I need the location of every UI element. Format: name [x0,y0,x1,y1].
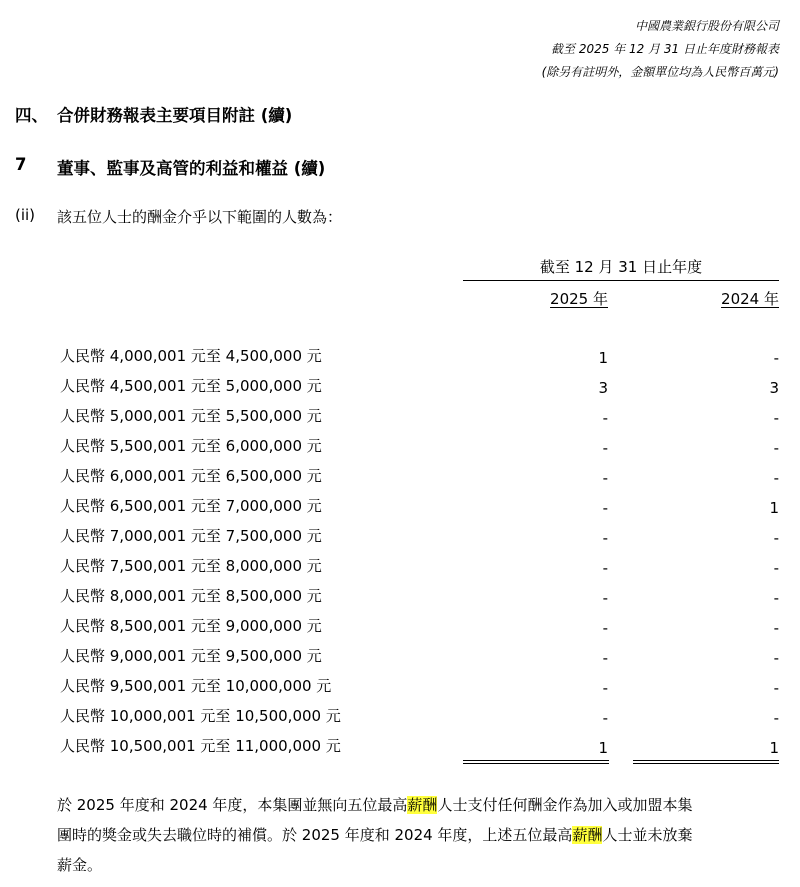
value-2025: - [602,469,608,487]
paragraph-text: 人士並未放棄 [602,826,693,844]
table-row [0,615,800,645]
value-2025: - [602,409,608,427]
value-2024: 1 [769,739,779,757]
value-2024: - [773,709,779,727]
value-2025: - [602,619,608,637]
value-2024: - [773,439,779,457]
item-number: (ii) [15,206,36,224]
table-row [0,525,800,555]
subsection-title: 董事、監事及高管的利益和權益 (續) [57,159,326,178]
row-label: 人民幣 7,500,001 元至 8,000,000 元 [60,557,322,575]
subsection-number: 7 [15,155,27,174]
value-2025: - [602,589,608,607]
remuneration-table [0,345,800,765]
paragraph-text: 人士支付任何酬金作為加入或加盟本集 [437,796,693,814]
value-2024: - [773,349,779,367]
paragraph-text: 薪金。 [57,856,103,874]
value-2024: - [773,619,779,637]
table-row [0,435,800,465]
value-2025: - [602,679,608,697]
value-2024: - [773,559,779,577]
highlighted-text: 薪酬 [572,826,603,844]
row-label: 人民幣 6,500,001 元至 7,000,000 元 [60,497,322,515]
value-2025: - [602,499,608,517]
row-label: 人民幣 4,500,001 元至 5,000,000 元 [60,377,322,395]
table-row [0,555,800,585]
table-row [0,585,800,615]
highlighted-text: 薪酬 [407,796,438,814]
value-2025: - [602,439,608,457]
value-2024: - [773,409,779,427]
row-label: 人民幣 6,000,001 元至 6,500,000 元 [60,467,322,485]
value-2025: - [602,649,608,667]
table-row [0,405,800,435]
paragraph-text: 團時的獎金或失去職位時的補償。於 2025 年度和 2024 年度，上述五位最高 [57,826,573,844]
value-2024: - [773,469,779,487]
table-row [0,465,800,495]
row-label: 人民幣 9,500,001 元至 10,000,000 元 [60,677,332,695]
row-label: 人民幣 5,000,001 元至 5,500,000 元 [60,407,322,425]
value-2024: - [773,649,779,667]
value-2024: - [773,589,779,607]
table-row [0,495,800,525]
value-2025: 3 [598,379,608,397]
period-rule [463,280,779,281]
footnote-paragraph [57,790,779,880]
table-row [0,705,800,735]
value-2025: 1 [598,739,608,757]
row-label: 人民幣 10,000,001 元至 10,500,000 元 [60,707,341,725]
row-label: 人民幣 8,000,001 元至 8,500,000 元 [60,587,322,605]
value-2024: 3 [769,379,779,397]
value-2024: - [773,679,779,697]
row-label: 人民幣 7,000,001 元至 7,500,000 元 [60,527,322,545]
row-label: 人民幣 5,500,001 元至 6,000,000 元 [60,437,322,455]
value-2024: 1 [769,499,779,517]
table-row [0,375,800,405]
row-label: 人民幣 10,500,001 元至 11,000,000 元 [60,737,341,755]
column-header-2024: 2024 年 [721,290,779,308]
period-header: 截至 12 月 31 日止年度 [539,258,703,276]
table-row [0,675,800,705]
unit-note: (除另有註明外，金額單位均為人民幣百萬元) [541,65,779,79]
total-double-rule-2024 [633,760,779,764]
column-header-2025: 2025 年 [550,290,608,308]
report-title: 截至 2025 年 12 月 31 日止年度財務報表 [551,42,779,56]
paragraph-text: 於 2025 年度和 2024 年度，本集團並無向五位最高 [57,796,408,814]
value-2024: - [773,529,779,547]
item-text: 該五位人士的酬金介乎以下範圍的人數為： [57,208,343,226]
row-label: 人民幣 9,000,001 元至 9,500,000 元 [60,647,322,665]
table-row [0,645,800,675]
company-name: 中國農業銀行股份有限公司 [634,19,779,33]
value-2025: - [602,709,608,727]
row-label: 人民幣 4,000,001 元至 4,500,000 元 [60,347,322,365]
value-2025: - [602,559,608,577]
table-row [0,345,800,375]
section-number: 四、 [15,106,48,125]
value-2025: - [602,529,608,547]
value-2025: 1 [598,349,608,367]
row-label: 人民幣 8,500,001 元至 9,000,000 元 [60,617,322,635]
section-title: 合併財務報表主要項目附註 (續) [57,106,293,125]
total-double-rule-2025 [463,760,609,764]
